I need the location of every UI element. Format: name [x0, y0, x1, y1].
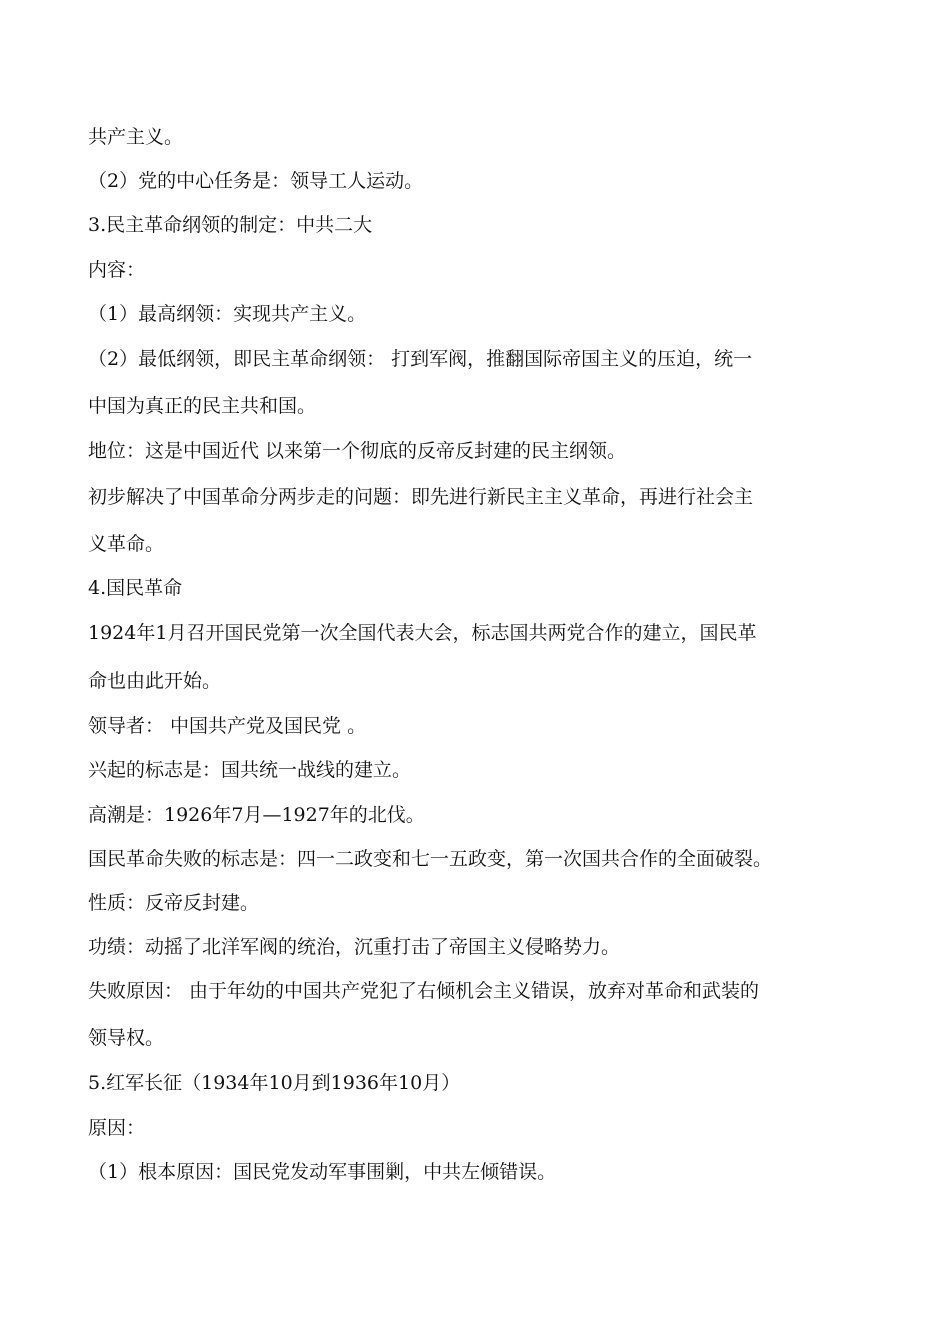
- text-line: 高潮是：1926年7月—1927年的北伐。: [88, 804, 425, 826]
- text-line: （1）最高纲领：实现共产主义。: [88, 303, 367, 325]
- text-line: 中国为真正的民主共和国。: [88, 395, 317, 417]
- text-line: （2）最低纲领，即民主革命纲领： 打到军阀，推翻国际帝国主义的压迫，统一: [88, 348, 753, 370]
- text-line: 原因：: [88, 1117, 146, 1139]
- text-line: 地位：这是中国近代 以来第一个彻底的反帝反封建的民主纲领。: [88, 440, 627, 462]
- text-line: 义革命。: [88, 533, 165, 555]
- text-line: 1924年1月召开国民党第一次全国代表大会，标志国共两党合作的建立，国民革: [88, 622, 757, 644]
- text-line: （1）根本原因：国民党发动军事围剿，中共左倾错误。: [88, 1161, 557, 1183]
- text-line: （2）党的中心任务是：领导工人运动。: [88, 170, 424, 192]
- text-line: 领导者： 中国共产党及国民党 。: [88, 715, 367, 737]
- text-line: 性质：反帝反封建。: [88, 892, 260, 914]
- text-line: 功绩：动摇了北洋军阀的统治，沉重打击了帝国主义侵略势力。: [88, 936, 621, 958]
- text-line: 失败原因： 由于年幼的中国共产党犯了右倾机会主义错误，放弃对革命和武装的: [88, 980, 760, 1002]
- text-line: 领导权。: [88, 1027, 165, 1049]
- text-line: 兴起的标志是：国共统一战线的建立。: [88, 759, 412, 781]
- text-line: 内容：: [88, 259, 146, 281]
- text-line: 命也由此开始。: [88, 670, 222, 692]
- section-heading: 4.国民革命: [88, 577, 183, 599]
- section-heading: 5.红军长征（1934年10月到1936年10月）: [88, 1072, 461, 1094]
- section-heading: 3.民主革命纲领的制定：中共二大: [88, 214, 373, 236]
- text-line: 初步解决了中国革命分两步走的问题：即先进行新民主主义革命，再进行社会主: [88, 486, 754, 508]
- text-line: 共产主义。: [88, 126, 184, 148]
- text-line: 国民革命失败的标志是：四一二政变和七一五政变，第一次国共合作的全面破裂。: [88, 848, 773, 870]
